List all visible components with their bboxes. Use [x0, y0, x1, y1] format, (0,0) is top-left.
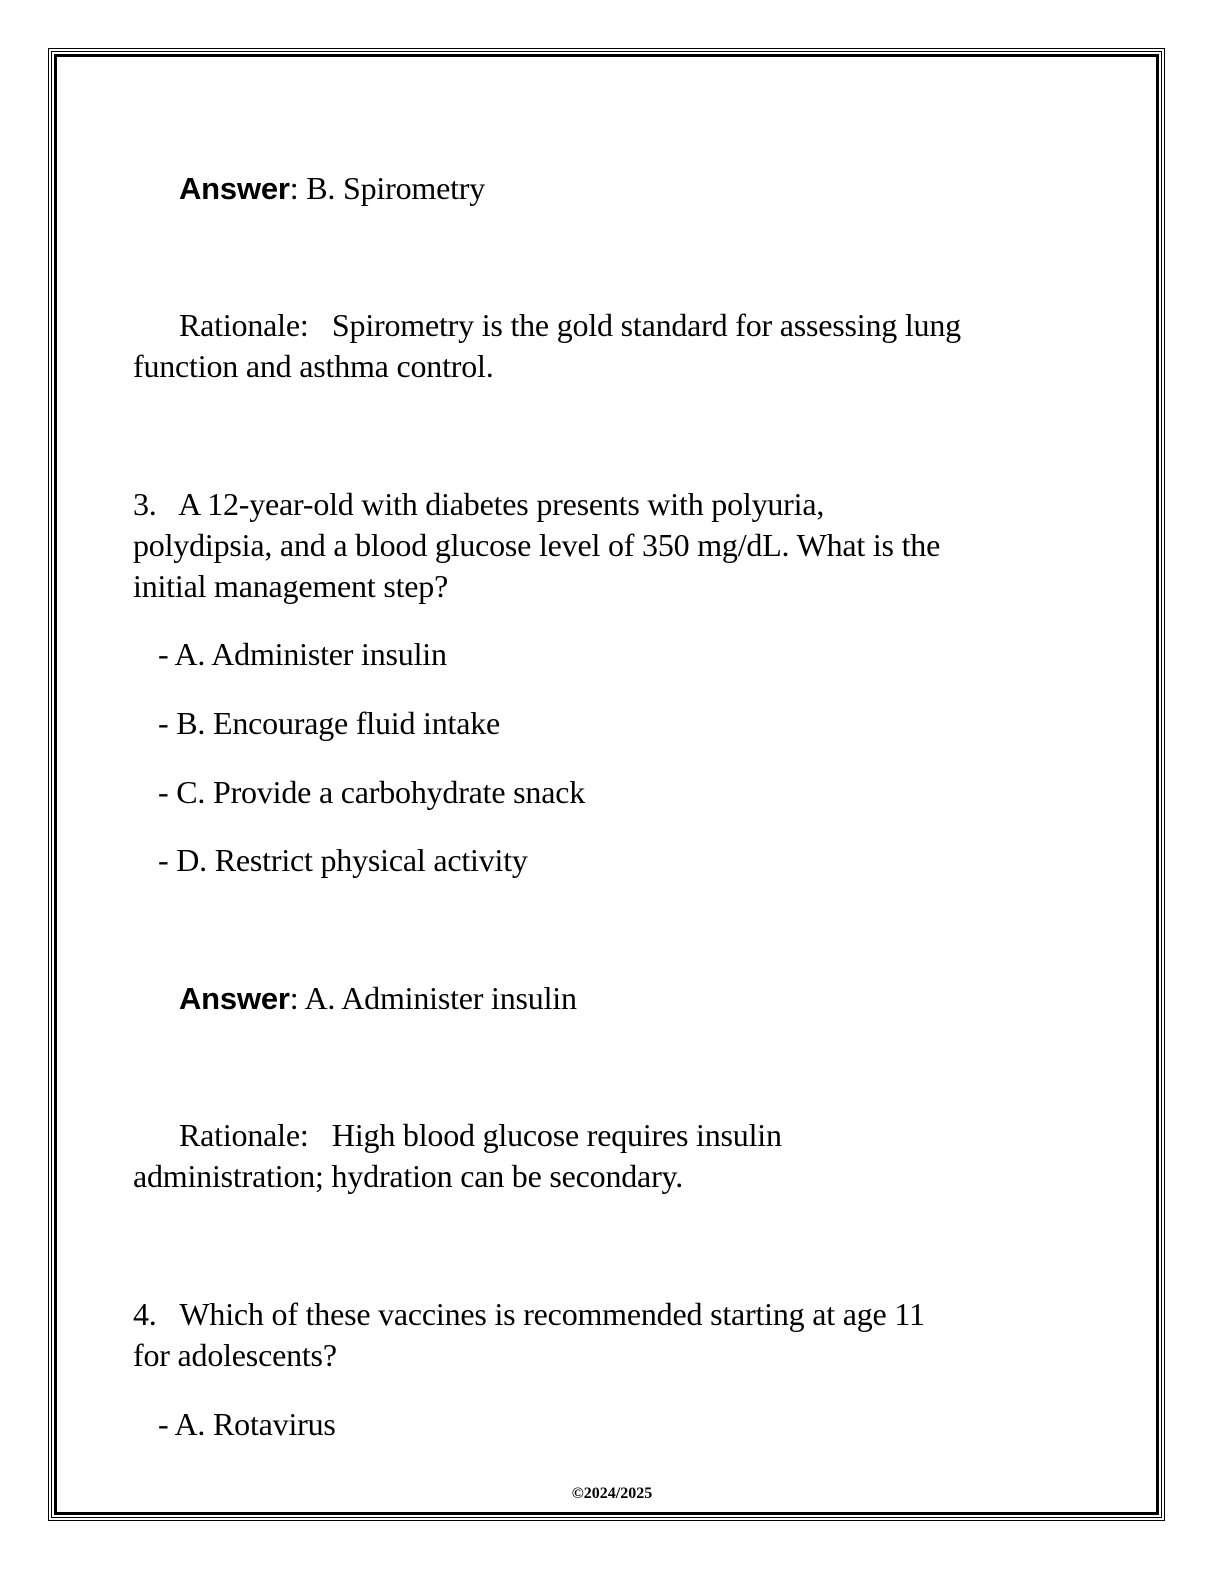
answer-line-q3	[179, 978, 577, 1019]
option-b: - B. Encourage fluid intake	[158, 705, 501, 741]
option-c: - C. Provide a carbohydrate snack	[158, 774, 586, 810]
answer-line-q2	[179, 168, 485, 209]
question-3-text: 3. A 12-year-old with diabetes presents with polyuria,	[133, 486, 825, 522]
rationale-line: administration; hydration can be secondary.	[133, 1158, 684, 1194]
answer-text: : A. Administer insulin	[289, 980, 577, 1016]
answer-text: : B. Spirometry	[289, 170, 486, 206]
question-3-text: initial management step?	[133, 568, 449, 604]
option-d: - D. Restrict physical activity	[158, 842, 528, 878]
rationale-line: function and asthma control.	[133, 348, 494, 384]
option-a: - A. Administer insulin	[158, 636, 447, 672]
question-4-text: 4. Which of these vaccines is recommended starting at age 11	[133, 1296, 925, 1332]
rationale-line: Rationale: High blood glucose requires insulin	[179, 1117, 782, 1153]
question-4-text: for adolescents?	[133, 1337, 337, 1373]
option-a: - A. Rotavirus	[158, 1406, 336, 1442]
question-3-text: polydipsia, and a blood glucose level of 350 mg/dL. What is the	[133, 527, 941, 563]
answer-label: Answer	[179, 981, 290, 1016]
copyright-footer: ©2024/2025	[571, 1485, 653, 1502]
answer-label: Answer	[179, 171, 290, 206]
rationale-line: Rationale: Spirometry is the gold standard for assessing lung	[179, 307, 961, 343]
